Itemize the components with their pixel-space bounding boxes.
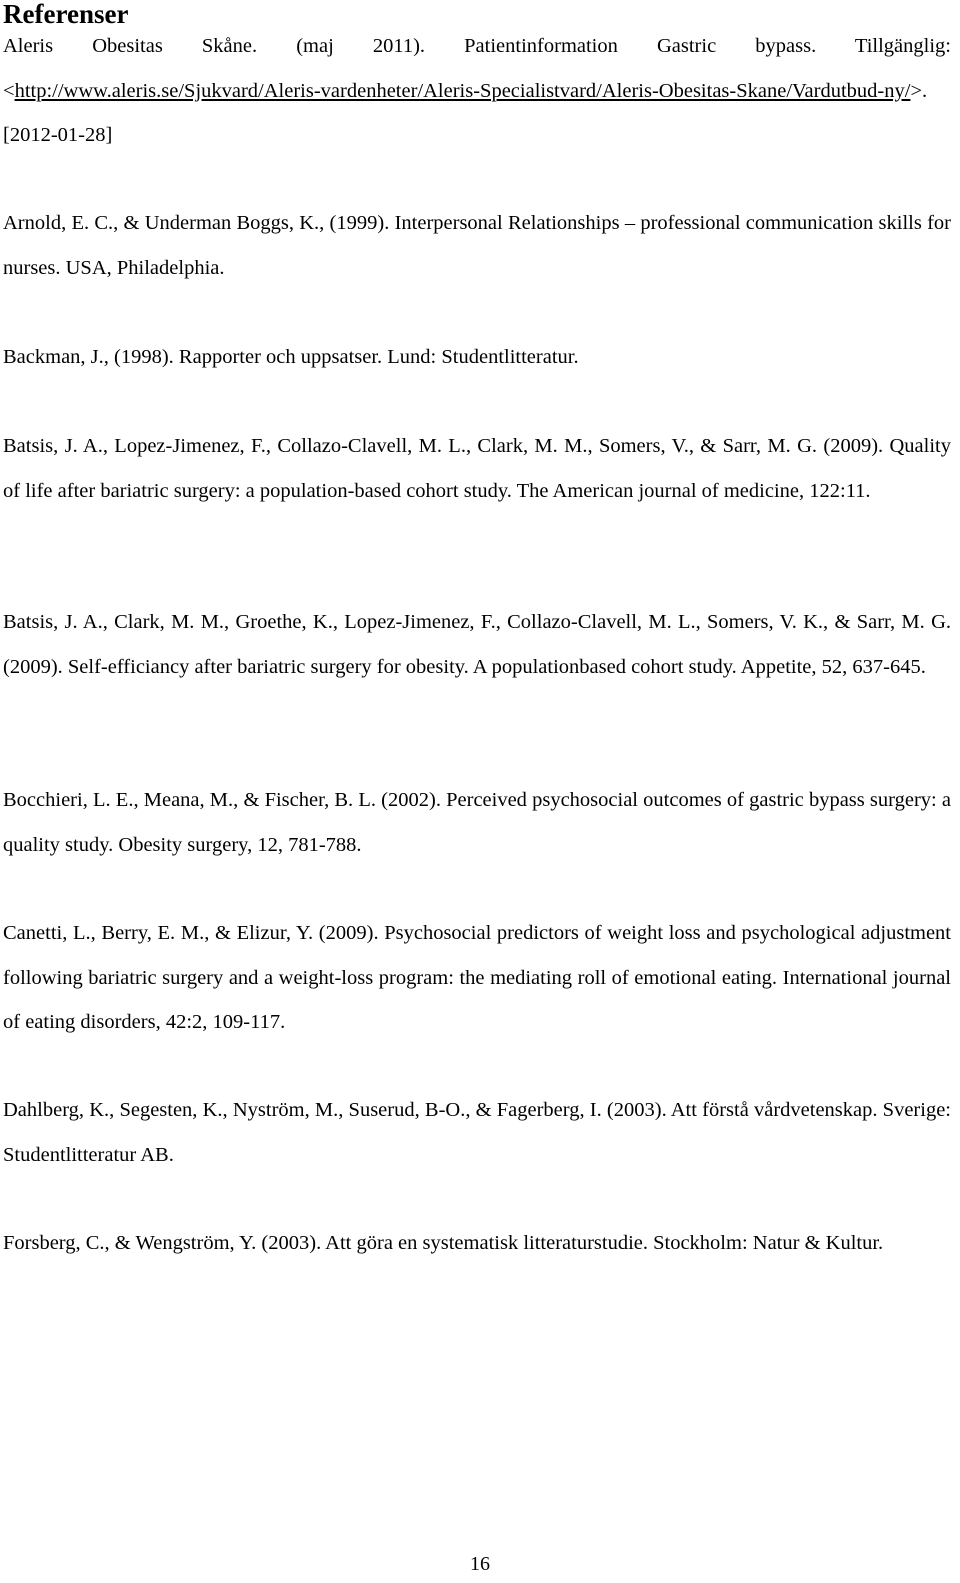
reference-batsis-2009a: Batsis, J. A., Lopez-Jimenez, F., Collazo-Clavell, M. L., Clark, M. M., Somers, V., & Sarr, M. G. (2009). Quality of life after bariatric surgery: a population-based cohort study. The American journal of medicine, 122:11. (3, 435, 951, 502)
reference-aleris (3, 24, 951, 158)
reference-aleris-accessed: >. [2012-01-28] (3, 79, 928, 147)
reference-arnold: Arnold, E. C., & Underman Boggs, K., (1999). Interpersonal Relationships – professional communication skills for nurses. USA, Philadelphia. (3, 212, 951, 279)
reference-batsis-2009b: Batsis, J. A., Clark, M. M., Groethe, K., Lopez-Jimenez, F., Collazo-Clavell, M. L., Somers, V. K., & Sarr, M. G. (2009). Self-efficiancy after bariatric surgery for obesity. A populationbased cohort study. Appetite, 52, 637-645. (3, 611, 951, 678)
reference-canetti: Canetti, L., Berry, E. M., & Elizur, Y. (2009). Psychosocial predictors of weight loss and psychological adjustment following bariatric surgery and a weight-loss program: the mediating roll of emotional eating. International journal of eating disorders, 42:2, 109-117. (3, 922, 951, 1034)
aleris-url-link[interactable]: http://www.aleris.se/Sjukvard/Aleris-vardenheter/Aleris-Specialistvard/Aleris-Obesitas-Skane/Vardutbud-ny/ (14, 79, 911, 102)
references-heading: Referenser (3, 0, 129, 29)
reference-aleris-text: Aleris Obesitas Skåne. (maj 2011). Patientinformation Gastric bypass. Tillgänglig: < (3, 35, 951, 102)
reference-dahlberg: Dahlberg, K., Segesten, K., Nyström, M., Suserud, B-O., & Fagerberg, I. (2003). Att förstå vårdvetenskap. Sverige: Studentlitteratur AB. (3, 1099, 951, 1166)
page-number: 16 (470, 1553, 490, 1575)
reference-forsberg: Forsberg, C., & Wengström, Y. (2003). Att göra en systematisk litteraturstudie. Stockholm: Natur & Kultur. (3, 1232, 884, 1254)
reference-bocchieri: Bocchieri, L. E., Meana, M., & Fischer, B. L. (2002). Perceived psychosocial outcomes of gastric bypass surgery: a quality study. Obesity surgery, 12, 781-788. (3, 789, 951, 856)
reference-backman: Backman, J., (1998). Rapporter och uppsatser. Lund: Studentlitteratur. (3, 346, 579, 368)
